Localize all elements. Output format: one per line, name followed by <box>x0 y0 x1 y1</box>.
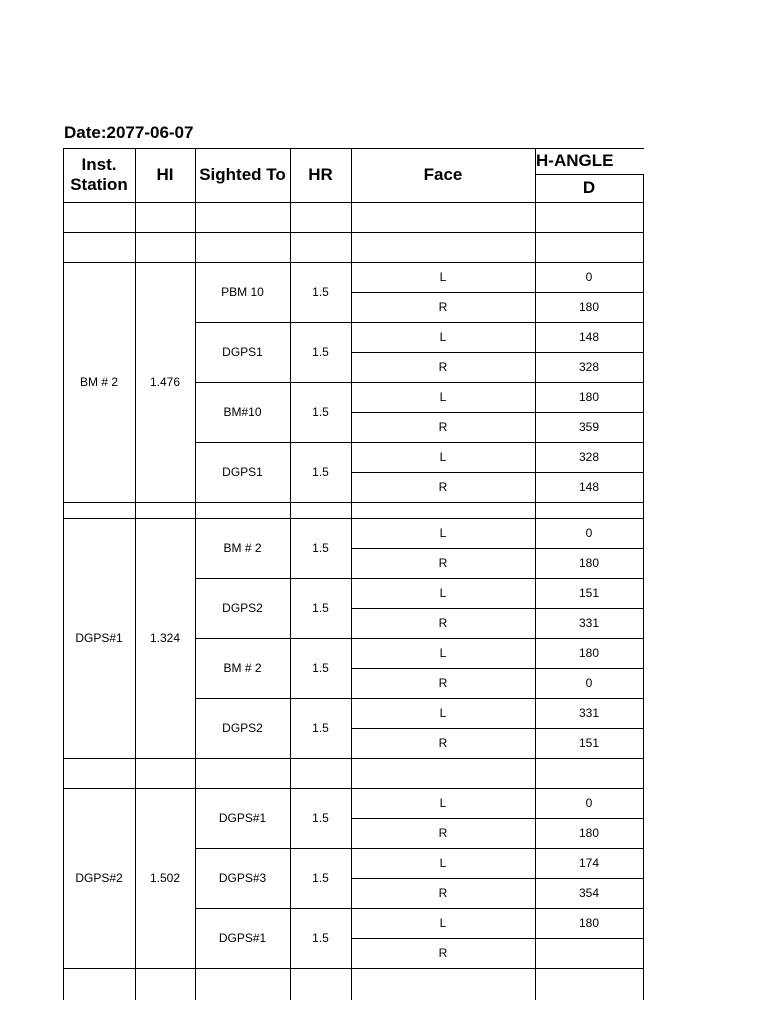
sighted-to-cell: DGPS1 <box>222 345 263 359</box>
d-cell: 0 <box>585 526 593 540</box>
face-cell: R <box>438 676 448 690</box>
sighted-to-cell: PBM 10 <box>221 285 264 299</box>
d-cell: 328 <box>578 360 600 374</box>
sighted-to-cell: DGPS#3 <box>218 871 267 885</box>
face-cell: L <box>439 856 447 870</box>
face-cell: R <box>438 420 448 434</box>
sighted-to-cell: DGPS#1 <box>218 811 267 825</box>
d-cell: 148 <box>578 330 600 344</box>
hi-cell: 1.476 <box>149 375 181 389</box>
inst-station-cell: BM # 2 <box>79 375 118 389</box>
grid-line <box>195 148 196 1000</box>
grid-line <box>135 148 136 1000</box>
face-cell: R <box>438 886 448 900</box>
grid-line <box>643 174 644 1000</box>
sighted-to-cell: BM # 2 <box>223 541 262 555</box>
header-sighted-to: Sighted To <box>199 165 286 184</box>
face-cell: R <box>438 480 448 494</box>
d-cell: 180 <box>578 300 600 314</box>
face-cell: L <box>439 796 447 810</box>
grid-line <box>63 968 644 969</box>
face-cell: L <box>439 450 447 464</box>
d-cell: 151 <box>578 736 600 750</box>
grid-line <box>63 202 644 203</box>
grid-line <box>63 758 644 759</box>
hr-cell: 1.5 <box>312 285 329 299</box>
grid-line <box>290 148 291 1000</box>
face-cell: R <box>438 300 448 314</box>
sighted-to-cell: DGPS2 <box>222 721 263 735</box>
face-cell: L <box>439 526 447 540</box>
d-cell: 174 <box>578 856 600 870</box>
sighted-to-cell: DGPS1 <box>222 465 263 479</box>
d-cell: 0 <box>585 270 593 284</box>
inst-station-cell: DGPS#1 <box>75 631 123 645</box>
inst-station-cell: DGPS#2 <box>75 871 123 885</box>
d-cell: 180 <box>578 646 600 660</box>
hr-cell: 1.5 <box>312 405 329 419</box>
sighted-to-cell: DGPS#1 <box>218 931 267 945</box>
date-label: Date:2077-06-07 <box>64 123 194 142</box>
hr-cell: 1.5 <box>312 661 329 675</box>
d-cell: 0 <box>585 676 593 690</box>
face-cell: R <box>438 946 448 960</box>
grid-line <box>535 148 536 1000</box>
d-cell: 331 <box>578 706 600 720</box>
d-cell: 180 <box>578 556 600 570</box>
d-cell: 354 <box>578 886 600 900</box>
hr-cell: 1.5 <box>312 811 329 825</box>
d-cell <box>535 938 643 968</box>
grid-line <box>63 148 644 149</box>
face-cell: L <box>439 916 447 930</box>
header-hr: HR <box>308 165 333 184</box>
face-cell: R <box>438 736 448 750</box>
face-cell: R <box>438 360 448 374</box>
hr-cell: 1.5 <box>312 601 329 615</box>
face-cell: L <box>439 646 447 660</box>
header-face: Face <box>423 165 463 184</box>
d-cell: 151 <box>578 586 600 600</box>
face-cell: L <box>439 586 447 600</box>
grid-line <box>63 232 644 233</box>
header-inst-station: Inst. Station <box>70 155 128 194</box>
header-h-angle: H-ANGLE <box>536 151 614 170</box>
header-hi: HI <box>156 165 174 184</box>
header-d: D <box>582 178 596 197</box>
sighted-to-cell: DGPS2 <box>222 601 263 615</box>
face-cell: L <box>439 270 447 284</box>
hr-cell: 1.5 <box>312 465 329 479</box>
face-cell: R <box>438 616 448 630</box>
face-cell: L <box>439 390 447 404</box>
d-cell: 359 <box>578 420 600 434</box>
hr-cell: 1.5 <box>312 541 329 555</box>
hr-cell: 1.5 <box>312 345 329 359</box>
hr-cell: 1.5 <box>312 871 329 885</box>
grid-line <box>63 502 644 503</box>
hr-cell: 1.5 <box>312 931 329 945</box>
face-cell: R <box>438 826 448 840</box>
grid-line <box>351 148 352 1000</box>
sighted-to-cell: BM # 2 <box>223 661 262 675</box>
face-cell: R <box>438 556 448 570</box>
face-cell: L <box>439 706 447 720</box>
grid-line <box>535 174 644 175</box>
face-cell: L <box>439 330 447 344</box>
d-cell: 148 <box>578 480 600 494</box>
d-cell: 0 <box>585 796 593 810</box>
hi-cell: 1.502 <box>149 871 181 885</box>
hi-cell: 1.324 <box>149 631 181 645</box>
d-cell: 180 <box>578 826 600 840</box>
grid-line <box>63 148 64 1000</box>
d-cell: 331 <box>578 616 600 630</box>
d-cell: 180 <box>578 916 600 930</box>
d-cell: 180 <box>578 390 600 404</box>
sighted-to-cell: BM#10 <box>223 405 262 419</box>
d-cell: 328 <box>578 450 600 464</box>
hr-cell: 1.5 <box>312 721 329 735</box>
